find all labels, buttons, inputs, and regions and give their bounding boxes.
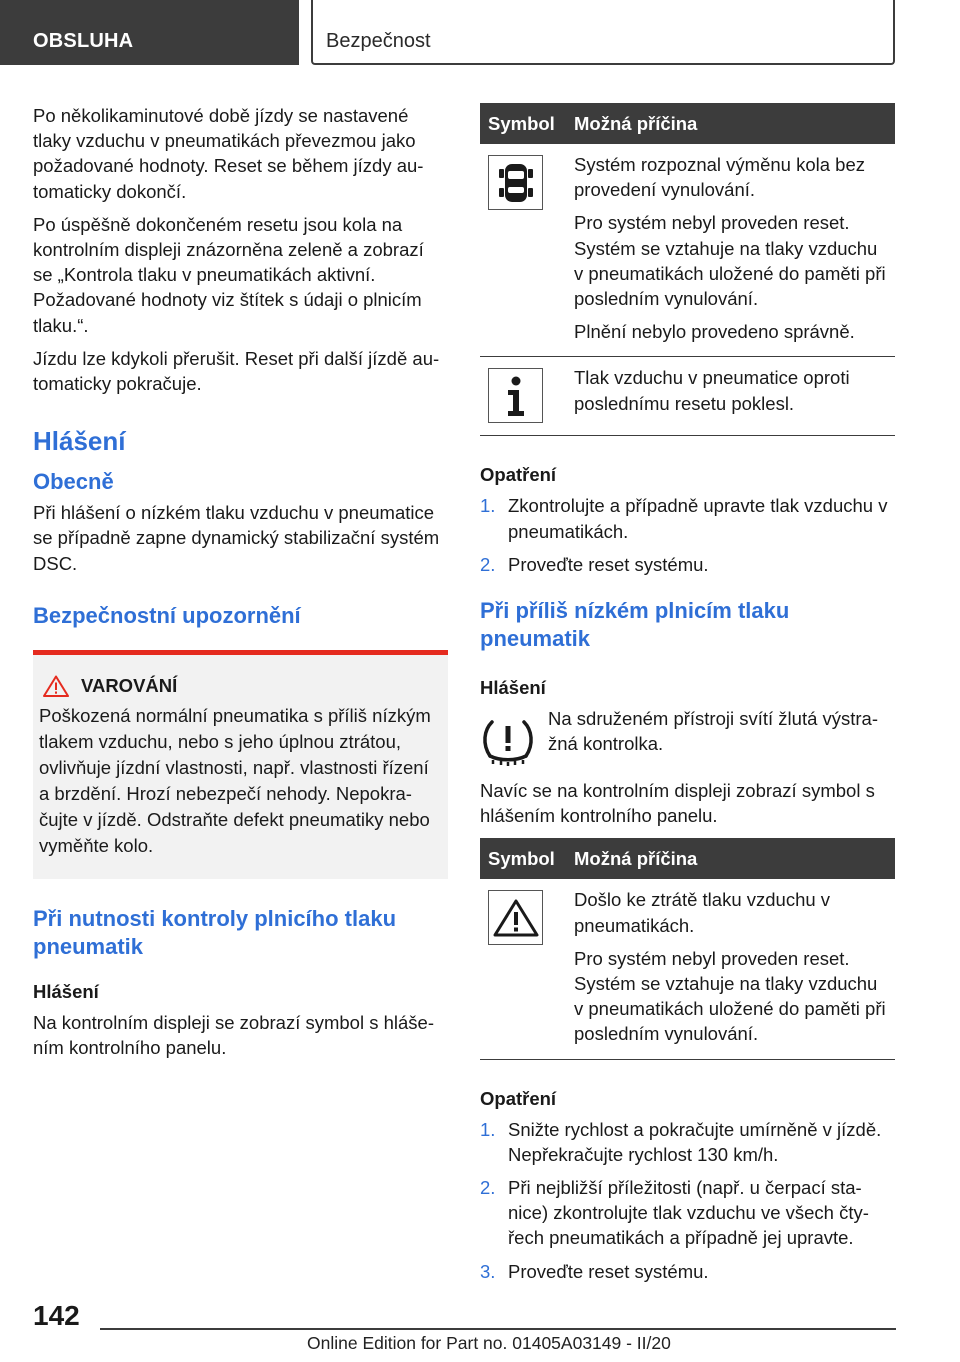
list-item [480, 1259, 895, 1284]
tire-pressure-warning-icon [480, 712, 536, 768]
warning-text: Poškozená normální pneumatika s příliš nízkým tlakem vzduchu, nebo s jeho úplnou ztrátou, ovlivňuje jízdní vlastnosti, např. vlastnosti řízení a brzdění. Hrozí nebezpečí nehody. Nepokra-čujte v jízdě. Odstraňte defekt pneumatiky nebo vyměňte kolo. [39, 704, 431, 856]
minor-heading: Opatření [480, 464, 557, 486]
warning-label: VAROVÁNÍ [81, 674, 178, 696]
cell-text: Pro systém nebyl proveden reset. Systém se vztahuje na tlaky vzduchu v pneumatikách uložené do paměti při posledním vynulování. [574, 947, 886, 1045]
step-text: Zkontrolujte a případně upravte tlak vzduchu v pneumatikách. [508, 495, 888, 542]
list-item [480, 552, 895, 577]
cell-text: Systém rozpoznal výměnu kola bez provedení vynulování. [574, 154, 865, 201]
steps-list [480, 1117, 895, 1284]
list-item [480, 1175, 895, 1251]
table-row [480, 144, 895, 357]
table-row [480, 879, 895, 1059]
warning-triangle-icon [488, 890, 543, 945]
page-number: 142 [33, 1300, 80, 1331]
left-column [33, 103, 448, 1068]
table-cell [566, 144, 895, 357]
footer-edition-text: Online Edition for Part no. 01405A03149 - II/20 [307, 1333, 671, 1353]
symbol-table [480, 103, 895, 436]
minor-heading: Opatření [480, 1087, 557, 1109]
list-item [480, 1117, 895, 1167]
column-header: Symbol [480, 838, 566, 879]
warning-triangle-icon [43, 675, 69, 697]
subsection-heading: Bezpečnostní upozornění [33, 602, 301, 628]
section-heading: Hlášení [33, 426, 126, 457]
column-header: Možná příčina [566, 838, 895, 879]
table-cell [480, 879, 566, 1059]
step-number: 1. [480, 495, 496, 517]
table-header-row [480, 838, 895, 879]
info-icon [488, 368, 543, 423]
subsection-heading: Obecně [33, 469, 114, 495]
column-header: Možná příčina [566, 103, 895, 144]
cell-text: Pro systém nebyl proveden reset. Systém se vztahuje na tlaky vzduchu v pneumatikách uložené do paměti při posledním vynulování. [574, 212, 886, 310]
message-text: Na sdruženém přístroji svítí žlutá výstra-žná kontrolka. [548, 708, 879, 755]
paragraph: Navíc se na kontrolním displeji zobrazí symbol s hlášením kontrolního panelu. [480, 780, 875, 827]
step-number: 1. [480, 1118, 496, 1140]
cell-text: Došlo ke ztrátě tlaku vzduchu v pneumatikách. [574, 889, 831, 936]
paragraph: Po několikaminutové době jízdy se nastavené tlaky vzduchu v pneumatikách převezmou jako požadované hodnoty. Reset se během jízdy au-tomaticky dokončí. [33, 105, 424, 202]
step-text: Při nejbližší příležitosti (např. u čerpací sta-nice) zkontrolujte tlak vzduchu ve všech čty-řech pneumatikách a případně jej upravte. [508, 1177, 869, 1249]
chapter-label: Bezpečnost [326, 30, 431, 52]
paragraph: Na kontrolním displeji se zobrazí symbol s hláše-ním kontrolního panelu. [33, 1011, 434, 1059]
table-row [480, 357, 895, 436]
footer-divider [100, 1328, 896, 1330]
step-text: Proveďte reset systému. [508, 553, 709, 575]
paragraph: Jízdu lze kdykoli přerušit. Reset při další jízdě au-tomaticky pokračuje. [33, 347, 440, 395]
right-column [480, 103, 895, 1292]
warning-box [33, 650, 448, 879]
chapter-tab [311, 0, 895, 65]
step-text: Proveďte reset systému. [508, 1260, 709, 1282]
subsection-heading: Při nutnosti kontroly plnicího tlaku pneumatik [33, 905, 397, 959]
symbol-table [480, 838, 895, 1059]
warning-title [39, 675, 438, 697]
column-header: Symbol [480, 103, 566, 144]
table-header-row [480, 103, 895, 144]
section-tab [0, 0, 299, 65]
step-number: 3. [480, 1260, 496, 1282]
section-label: OBSLUHA [33, 30, 134, 52]
cell-text: Plnění nebylo provedeno správně. [574, 321, 855, 343]
table-cell [480, 144, 566, 357]
car-top-view-icon [488, 155, 543, 210]
table-cell [566, 357, 895, 436]
minor-heading: Hlášení [33, 980, 99, 1002]
step-text: Snižte rychlost a pokračujte umírněně v jízdě. Nepřekračujte rychlost 130 km/h. [508, 1118, 882, 1165]
table-cell [480, 357, 566, 436]
subsection-heading: Při příliš nízkém plnicím tlaku pneumatik [480, 598, 790, 652]
paragraph: Po úspěšně dokončeném resetu jsou kola na kontrolním displeji znázorněna zeleně a zobrazí se „Kontrola tlaku v pneumatikách aktivní. Požadované hodnoty viz štítek s údaji o plnicím tlaku.“. [33, 213, 424, 336]
list-item [480, 493, 895, 543]
step-number: 2. [480, 1177, 496, 1199]
step-number: 2. [480, 553, 496, 575]
steps-list [480, 493, 895, 577]
minor-heading: Hlášení [480, 677, 546, 699]
table-cell [566, 879, 895, 1059]
paragraph: Při hlášení o nízkém tlaku vzduchu v pneumatice se případně zapne dynamický stabilizační systém DSC. [33, 502, 440, 574]
indicator-message [480, 706, 895, 768]
cell-text: Tlak vzduchu v pneumatice oproti poslednímu resetu poklesl. [574, 367, 850, 414]
